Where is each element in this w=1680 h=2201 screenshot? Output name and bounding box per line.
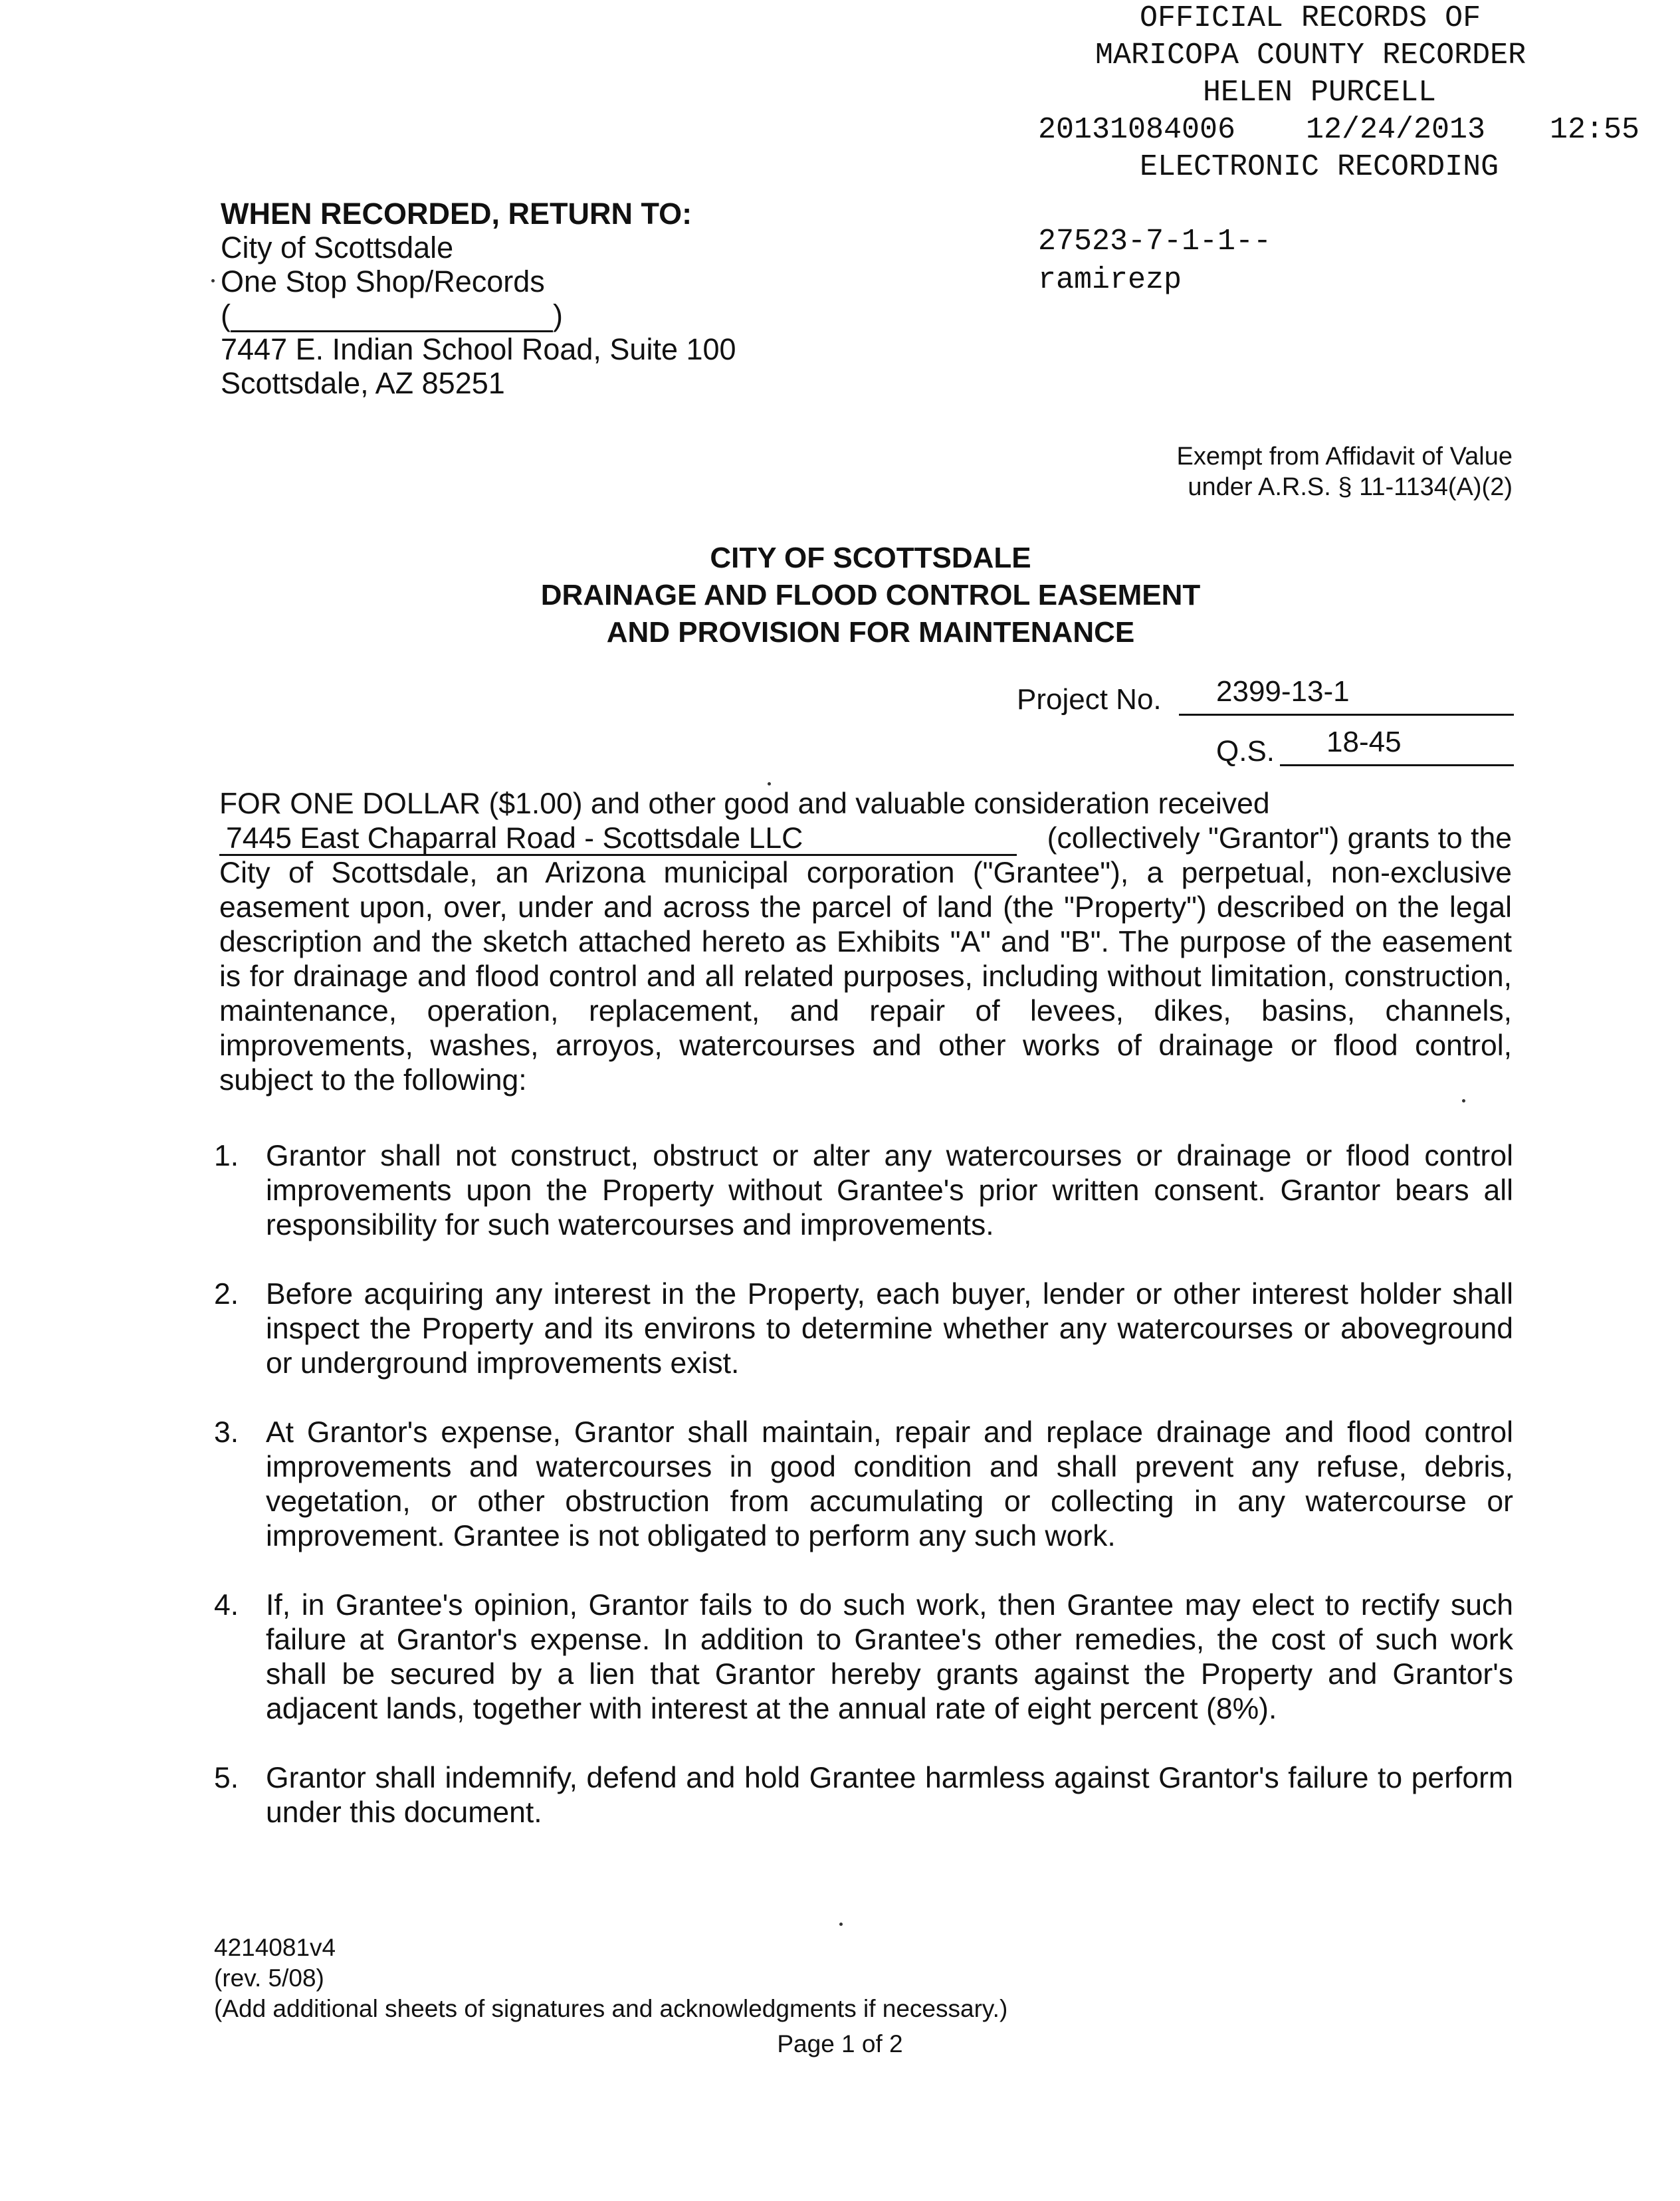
return-to-line-4: 7447 E. Indian School Road, Suite 100 xyxy=(221,332,736,366)
return-to-line-3 xyxy=(221,298,819,332)
recording-date: 12/24/2013 xyxy=(1306,113,1486,147)
grant-paragraph xyxy=(219,787,1512,1098)
return-to-line-5: Scottsdale, AZ 85251 xyxy=(221,366,505,400)
list-item xyxy=(214,1588,1513,1727)
paren-open: ( xyxy=(221,298,231,332)
recording-number: 20131084006 xyxy=(1038,113,1236,147)
title-line-1: CITY OF SCOTTSDALE xyxy=(710,542,1031,574)
blank-line xyxy=(231,304,553,332)
exempt-line-1: Exempt from Affidavit of Value xyxy=(1176,443,1513,471)
return-to-line-2: One Stop Shop/Records xyxy=(221,264,545,298)
exempt-line-2: under A.R.S. § 11-1134(A)(2) xyxy=(1188,473,1513,501)
recorder-line-3: HELEN PURCELL xyxy=(1203,76,1437,110)
recording-time: 12:55 xyxy=(1550,113,1640,147)
opening-line: FOR ONE DOLLAR ($1.00) and other good and valuable consideration received xyxy=(219,787,1270,820)
item-number: 3. xyxy=(214,1416,239,1449)
grant-text: City of Scottsdale, an Arizona municipal corporation ("Grantee"), a perpetual, non-exclusive easement upon, over, under and across the parcel of land (the "Property") described on the legal description and the sketch attached hereto as Exhibits "A" and "B". The purpose of the easement is for drainage and flood control and all related purposes, including without limitation, construction, maintenance, operation, replacement, and repair of levees, dikes, basins, channels, improvements, washes, arroyos, watercourses and other works of drainage or flood control, subject to the following: xyxy=(219,857,1512,1097)
title-line-2: DRAINAGE AND FLOOD CONTROL EASEMENT xyxy=(540,579,1201,611)
scan-speck xyxy=(1462,1099,1465,1102)
item-text: Grantor shall not construct, obstruct or alter any watercourses or drainage or flood control improvements upon the Property without Grantee's prior written consent. Grantor bears all responsibility for such watercourses and improvements. xyxy=(266,1140,1513,1241)
paren-close: ) xyxy=(553,298,563,332)
list-item xyxy=(214,1277,1513,1381)
document-title xyxy=(399,540,1342,651)
item-text: If, in Grantee's opinion, Grantor fails to do such work, then Grantee may elect to rectify such failure at Grantor's expense. In addition to Grantee's other remedies, the cost of such work shall be secured by a lien that Grantor hereby grants against the Property and Grantor's adjacent lands, together with interest at the annual rate of eight percent (8%). xyxy=(266,1589,1513,1725)
recorder-line-1: OFFICIAL RECORDS OF xyxy=(1140,1,1481,35)
qs-value: 18-45 xyxy=(1326,726,1402,758)
project-number-value: 2399-13-1 xyxy=(1216,675,1350,708)
document-id: 4214081v4 xyxy=(214,1934,336,1961)
revision: (rev. 5/08) xyxy=(214,1964,324,1992)
grantor-suffix: (collectively "Grantor") grants to the xyxy=(1047,822,1512,855)
file-code: 27523-7-1-1-- xyxy=(1038,225,1272,259)
page-number: Page 1 of 2 xyxy=(777,2030,903,2057)
document-footer xyxy=(214,1933,1007,2024)
recorder-line-2: MARICOPA COUNTY RECORDER xyxy=(1095,39,1526,72)
scan-speck xyxy=(211,279,215,282)
item-number: 1. xyxy=(214,1140,239,1172)
exempt-notice xyxy=(1176,441,1513,502)
conditions-list xyxy=(214,1139,1513,1865)
recorder-line-5: ELECTRONIC RECORDING xyxy=(1140,150,1499,184)
title-line-3: AND PROVISION FOR MAINTENANCE xyxy=(606,616,1135,649)
item-text: Grantor shall indemnify, defend and hold Grantee harmless against Grantor's failure to perform under this document. xyxy=(266,1762,1513,1829)
grantor-line xyxy=(219,821,1512,856)
grantor-name: 7445 East Chaparral Road - Scottsdale LLC xyxy=(219,823,1017,856)
list-item xyxy=(214,1415,1513,1554)
footer-note: (Add additional sheets of signatures and acknowledgments if necessary.) xyxy=(214,1995,1008,2022)
return-to-block xyxy=(221,197,819,400)
return-to-line-1: City of Scottsdale xyxy=(221,231,454,264)
item-number: 5. xyxy=(214,1762,239,1794)
item-text: Before acquiring any interest in the Property, each buyer, lender or other interest holder shall inspect the Property and its environs to determine whether any watercourses or aboveground or underground improvements exist. xyxy=(266,1278,1513,1380)
scan-speck xyxy=(839,1923,843,1926)
scan-speck xyxy=(768,782,771,786)
list-item xyxy=(214,1761,1513,1830)
item-number: 2. xyxy=(214,1278,239,1310)
file-reference xyxy=(1038,223,1271,300)
list-item xyxy=(214,1139,1513,1243)
return-to-heading: WHEN RECORDED, RETURN TO: xyxy=(221,197,692,231)
item-text: At Grantor's expense, Grantor shall maintain, repair and replace drainage and flood control improvements and watercourses in good condition and shall prevent any refuse, debris, vegetation, or other obstruction from accumulating or collecting in any watercourse or improvement. Grantee is not obligated to perform any such work. xyxy=(266,1416,1513,1552)
qs-label: Q.S. xyxy=(1216,735,1275,768)
item-number: 4. xyxy=(214,1589,239,1622)
project-number-label: Project No. xyxy=(1017,683,1162,716)
file-user: ramirezp xyxy=(1038,263,1182,297)
